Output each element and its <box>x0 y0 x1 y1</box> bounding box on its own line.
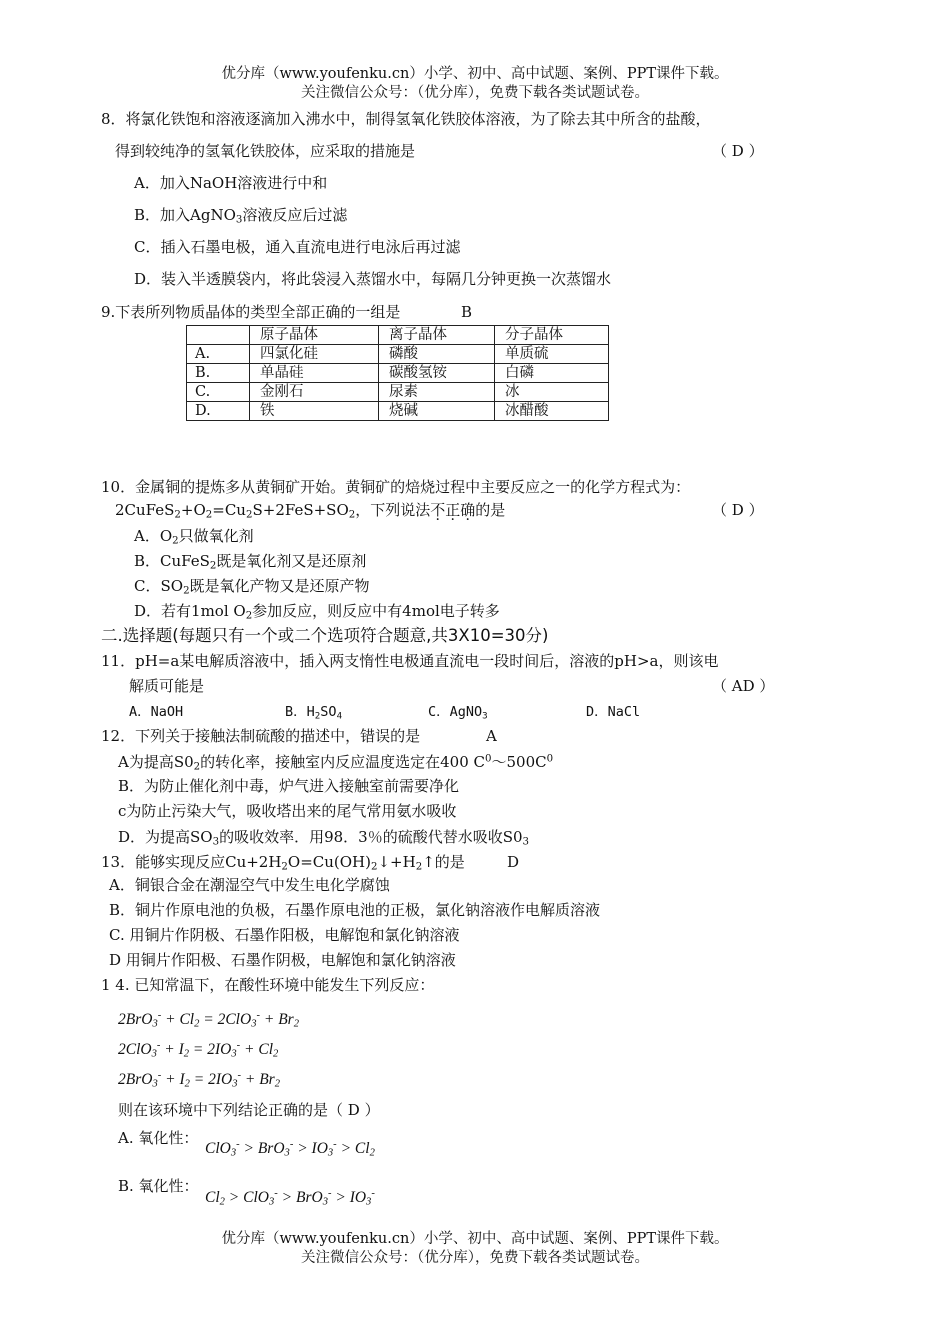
table-cell: B. <box>187 364 250 383</box>
table-cell <box>187 326 250 345</box>
q8-option-b: B．加入AgNO$_3$溶液反应后过滤 <box>134 206 348 226</box>
q10-option-d: D．若有1mol $O_2$参加反应，则反应中有4mol电子转多 <box>134 602 500 622</box>
table-row <box>187 383 609 402</box>
emphasis-char: 正 <box>445 501 461 519</box>
q12-stem: 12．下列关于接触法制硫酸的描述中，错误的是 <box>101 727 421 745</box>
table-cell: 四氯化硅 <box>250 345 379 364</box>
table-cell: 冰 <box>495 383 609 402</box>
q13-option-a: A．铜银合金在潮湿空气中发生电化学腐蚀 <box>109 876 390 894</box>
q14-reaction-2: $2ClO_3^- + I_2 = 2IO_3^- + Cl_2$ <box>118 1040 279 1060</box>
q12-option-b: B．为防止催化剂中毒，炉气进入接触室前需要净化 <box>118 777 460 795</box>
q10-stem-line-1: 10．金属铜的提炼多从黄铜矿开始。黄铜矿的焙烧过程中主要反应之一的化学方程式为： <box>101 478 691 496</box>
q8-option-a: A．加入NaOH溶液进行中和 <box>134 174 328 192</box>
q11-option-a: A．NaOH <box>129 704 184 720</box>
q11-option-d: D．NaCl <box>586 704 641 720</box>
q8-stem-line-2: 得到较纯净的氢氧化铁胶体，应采取的措施是 <box>115 142 416 160</box>
q13-answer: D <box>507 853 520 871</box>
crystal-type-table <box>186 325 609 421</box>
table-cell: 单晶硅 <box>250 364 379 383</box>
section-2-title: 二.选择题(每题只有一个或二个选项符合题意,共3X10=30分) <box>101 626 549 645</box>
q12-option-c: c为防止污染大气，吸收塔出来的尾气常用氨水吸收 <box>118 802 457 820</box>
emphasis-char: 不 <box>430 501 446 519</box>
q8-answer: （ D ） <box>712 142 764 160</box>
q13-option-d: D 用铜片作阳极、石墨作阴极，电解饱和氯化钠溶液 <box>109 951 456 969</box>
q14-option-a-label: A. 氧化性： <box>118 1129 199 1147</box>
table-cell: A. <box>187 345 250 364</box>
table-header-cell: 原子晶体 <box>250 326 379 345</box>
q11-stem-line-1: 11．pH=a某电解质溶液中，插入两支惰性电极通直流电一段时间后，溶液的pH>a，则该电 <box>101 652 719 670</box>
q12-option-a: A为提高$S0_2$的转化率，接触室内反应温度选定在400 $C^0\sim 500C^0$ <box>118 753 554 773</box>
q14-option-b-label: B. 氧化性： <box>118 1177 199 1195</box>
table-header-cell: 离子晶体 <box>379 326 495 345</box>
q13-option-c: C. 用铜片作阴极、石墨作阳极，电解饱和氯化钠溶液 <box>109 926 460 944</box>
q10-equation: $2CuFeS_2+O_2=Cu_2S+2FeS+SO_2$，下列说法不正确的是 <box>115 501 506 521</box>
table-cell: 碳酸氢铵 <box>379 364 495 383</box>
q10-option-c: C．$SO_2$既是氧化产物又是还原产物 <box>134 577 370 597</box>
table-header-row <box>187 326 609 345</box>
footer-line-2: 关注微信公众号：（优分库），免费下载各类试题试卷。 <box>301 1250 649 1266</box>
table-header-cell: 分子晶体 <box>495 326 609 345</box>
q12-option-d: D．为提高$SO_3$的吸收效率．用98．3％的硫酸代替水吸收$S0_3$ <box>118 828 530 848</box>
table-cell: 白磷 <box>495 364 609 383</box>
table-cell: 磷酸 <box>379 345 495 364</box>
table-row <box>187 364 609 383</box>
q10-option-a: A．$O_2$只做氧化剂 <box>134 527 254 547</box>
table-cell: 尿素 <box>379 383 495 402</box>
table-row <box>187 402 609 421</box>
table-cell: 烧碱 <box>379 402 495 421</box>
q14-reaction-1: $2BrO_3^- + Cl_2 = 2ClO_3^- + Br_2$ <box>118 1010 299 1030</box>
q14-option-a-expression: $ClO_3^- > BrO_3^- > IO_3^- > Cl_2$ <box>205 1139 375 1159</box>
q12-answer: A <box>486 727 497 745</box>
header-line-1: 优分库（www.youfenku.cn）小学、初中、高中试题、案例、PPT课件下载。 <box>221 66 729 82</box>
table-cell: C. <box>187 383 250 402</box>
table-cell: 铁 <box>250 402 379 421</box>
q11-option-b: B．$H_2SO_4$ <box>285 704 343 722</box>
q9-stem: 9.下表所列物质晶体的类型全部正确的一组是 <box>101 303 401 321</box>
q11-answer: （ AD ） <box>712 677 775 695</box>
q8-option-c: C．插入石墨电极，通入直流电进行电泳后再过滤 <box>134 238 461 256</box>
q9-answer: B <box>461 303 473 321</box>
table-cell: 单质硫 <box>495 345 609 364</box>
q10-option-b: B．CuFeS$_2$既是氧化剂又是还原剂 <box>134 552 367 572</box>
q8-stem-line-1: 8．将氯化铁饱和溶液逐滴加入沸水中，制得氢氧化铁胶体溶液，为了除去其中所含的盐酸， <box>101 110 711 128</box>
q11-option-c: C．AgNO$_3$ <box>428 704 488 722</box>
table-cell: 金刚石 <box>250 383 379 402</box>
q10-answer: （ D ） <box>712 501 764 519</box>
header-line-2: 关注微信公众号：（优分库），免费下载各类试题试卷。 <box>301 85 649 101</box>
table-cell: D. <box>187 402 250 421</box>
q13-option-b: B．铜片作原电池的负极，石墨作原电池的正极，氯化钠溶液作电解质溶液 <box>109 901 601 919</box>
table-cell: 冰醋酸 <box>495 402 609 421</box>
q8-option-d: D．装入半透膜袋内，将此袋浸入蒸馏水中，每隔几分钟更换一次蒸馏水 <box>134 270 612 288</box>
q14-option-b-expression: $Cl_2 > ClO_3^- > BrO_3^- > IO_3^-$ <box>205 1188 375 1208</box>
q14-stem: 1 4. 已知常温下，在酸性环境中能发生下列反应： <box>101 976 435 994</box>
q11-stem-line-2: 解质可能是 <box>129 677 205 695</box>
footer-line-1: 优分库（www.youfenku.cn）小学、初中、高中试题、案例、PPT课件下载。 <box>221 1231 729 1247</box>
q14-question: 则在该环境中下列结论正确的是（ D ） <box>118 1101 380 1119</box>
table-row <box>187 345 609 364</box>
q13-stem: 13．能够实现反应$Cu+2H_2O=Cu(OH)_2↓+H_2↑$的是 <box>101 853 465 873</box>
q14-reaction-3: $2BrO_3^- + I_2 = 2IO_3^- + Br_2$ <box>118 1070 280 1090</box>
emphasis-char: 确 <box>460 501 476 519</box>
